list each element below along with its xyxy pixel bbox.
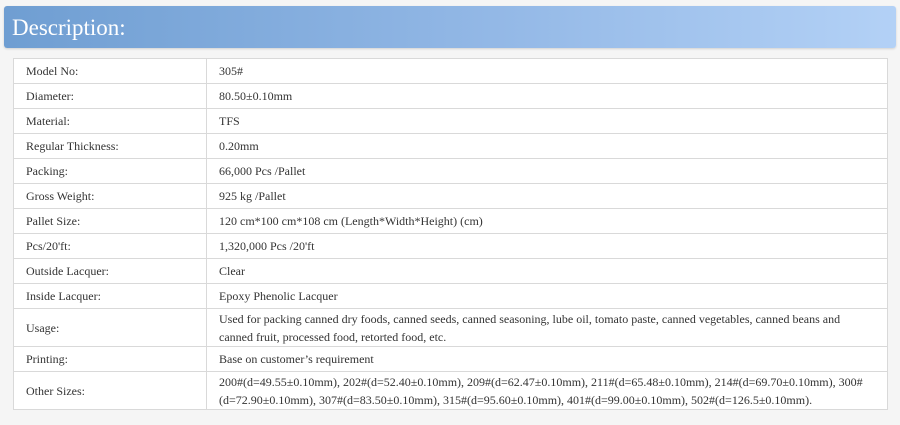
row-label-pcs-per-20ft: Pcs/20'ft:: [14, 234, 207, 259]
row-value-packing: 66,000 Pcs /Pallet: [207, 159, 888, 184]
table-row: [14, 259, 888, 284]
section-title: Description:: [12, 14, 126, 40]
table-row: [14, 372, 888, 410]
row-value-gross-weight: 925 kg /Pallet: [207, 184, 888, 209]
row-value-other-sizes: 200#(d=49.55±0.10mm), 202#(d=52.40±0.10mm), 209#(d=62.47±0.10mm), 211#(d=65.48±0.10mm), 214#(d=69.70±0.10mm), 300#(d=72.90±0.10mm), 307#(d=83.50±0.10mm), 315#(d=95.60±0.10mm), 401#(d=99.00±0.10mm), 502#(d=126.5±0.10mm).: [207, 372, 888, 410]
specification-table: [13, 58, 888, 410]
row-label-model-no: Model No:: [14, 59, 207, 84]
table-row: [14, 109, 888, 134]
row-value-pcs-per-20ft: 1,320,000 Pcs /20'ft: [207, 234, 888, 259]
row-value-pallet-size: 120 cm*100 cm*108 cm (Length*Width*Height) (cm): [207, 209, 888, 234]
description-header: [4, 6, 896, 48]
row-label-packing: Packing:: [14, 159, 207, 184]
row-label-outside-lacquer: Outside Lacquer:: [14, 259, 207, 284]
row-value-usage: Used for packing canned dry foods, canned seeds, canned seasoning, lube oil, tomato paste, canned vegetables, canned beans and canned fruit, processed food, retorted food, etc.: [207, 309, 888, 347]
row-value-regular-thickness: 0.20mm: [207, 134, 888, 159]
table-row: [14, 184, 888, 209]
row-label-gross-weight: Gross Weight:: [14, 184, 207, 209]
row-label-regular-thickness: Regular Thickness:: [14, 134, 207, 159]
row-label-inside-lacquer: Inside Lacquer:: [14, 284, 207, 309]
row-value-printing: Base on customer’s requirement: [207, 347, 888, 372]
row-label-diameter: Diameter:: [14, 84, 207, 109]
row-value-diameter: 80.50±0.10mm: [207, 84, 888, 109]
table-row: [14, 209, 888, 234]
row-label-material: Material:: [14, 109, 207, 134]
row-value-model-no: 305#: [207, 59, 888, 84]
table-row: [14, 347, 888, 372]
table-row: [14, 134, 888, 159]
row-value-material: TFS: [207, 109, 888, 134]
table-row: [14, 309, 888, 347]
table-row: [14, 59, 888, 84]
table-row: [14, 84, 888, 109]
row-label-pallet-size: Pallet Size:: [14, 209, 207, 234]
row-label-usage: Usage:: [14, 309, 207, 347]
table-row: [14, 234, 888, 259]
row-value-outside-lacquer: Clear: [207, 259, 888, 284]
row-value-inside-lacquer: Epoxy Phenolic Lacquer: [207, 284, 888, 309]
row-label-other-sizes: Other Sizes:: [14, 372, 207, 410]
row-label-printing: Printing:: [14, 347, 207, 372]
table-row: [14, 159, 888, 184]
table-row: [14, 284, 888, 309]
